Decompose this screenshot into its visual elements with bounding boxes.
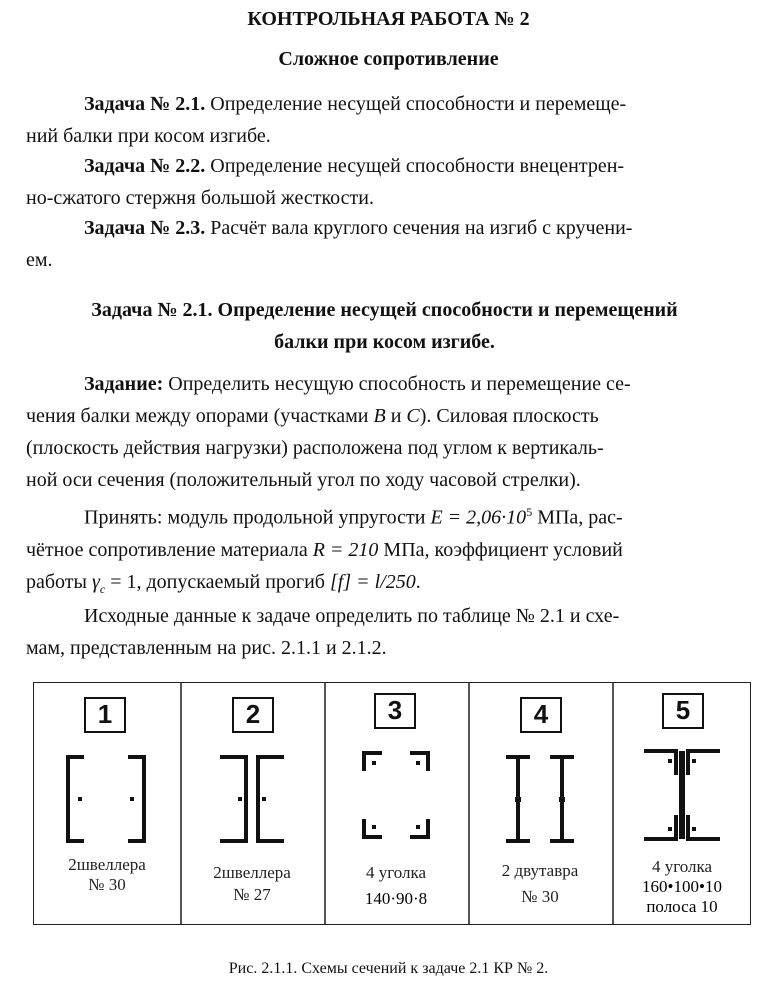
scheme-number: 2 [232,697,274,733]
accept-text: МПа, рас- [532,506,623,529]
accept-line: Принять: модуль продольной упругости [84,506,431,529]
scheme-number: 3 [374,693,416,729]
scheme-caption: № 27 [233,885,271,904]
support-b: B [373,405,386,427]
four-angles-with-plate-icon [642,749,722,841]
scheme-cell-4 [468,683,612,924]
gamma-symbol: γ [91,570,100,593]
section-schemes-figure [33,682,751,925]
scheme-caption: 4 уголка [651,857,713,876]
accept-text: , допускаемый прогиб [136,570,330,593]
scheme-cell-2 [180,683,324,924]
source-line: Исходные данные к задаче определить по таблице № 2.1 и схе- [84,605,620,627]
scheme-caption: 160•100•10 [642,877,722,896]
section-heading [26,294,743,358]
task-text-line: но-сжатого стержня большой жесткости. [26,187,374,209]
two-channels-back-to-back-icon [218,755,286,845]
scheme-caption: № 30 [521,887,559,906]
assignment-paragraph [26,368,743,496]
assignment-line: (плоскость действия нагрузки) расположена под углом к вертикаль- [26,437,604,459]
scheme-caption: № 30 [88,875,126,894]
section-heading-line: Задача № 2.1. Определение несущей способности и перемещений [91,299,678,321]
elastic-modulus: E = 2,06·10 [430,506,527,529]
task-text-line: Расчёт вала круглого сечения на изгиб с кручени- [205,217,633,239]
scheme-caption: 2швеллера [213,863,291,882]
task-2-3-summary [26,212,743,276]
assignment-text: и [385,405,407,427]
source-line: мам, представленным на рис. 2.1.1 и 2.1.2. [26,637,387,659]
task-2-2-summary [26,150,743,214]
section-heading-line: балки при косом изгибе. [274,331,495,353]
scheme-number: 1 [84,697,126,733]
scheme-number: 4 [520,697,562,733]
assignment-line: ной оси сечения (положительный угол по ходу часовой стрелки). [26,469,581,491]
figure-caption: Рис. 2.1.1. Схемы сечений к задаче 2.1 КР № 2. [228,960,549,977]
accept-line: чётное сопротивление материала [26,538,313,561]
assignment-label: Задание: [84,373,164,395]
source-paragraph [26,600,743,664]
scheme-caption: 2швеллера [68,855,146,874]
task-text-line: Определение несущей способности внецентрен- [205,155,625,177]
assignment-line: чения балки между опорами (участками [26,405,374,427]
two-i-beams-section-icon [502,755,578,845]
scheme-cell-5 [612,683,752,924]
task-2-1-summary [26,88,743,152]
task-label: Задача № 2.2. [84,155,206,177]
task-text-line: ний балки при косом изгибе. [26,125,271,147]
scheme-caption: полоса 10 [646,897,718,916]
design-resistance: R = 210 [312,538,379,561]
gamma-value: = 1 [105,570,137,593]
scheme-cell-1 [34,683,180,924]
accept-text: . [415,570,421,593]
scheme-cell-3 [324,683,468,924]
assignment-text: ). Силовая плоскость [419,405,599,427]
two-channels-section-icon [66,755,146,845]
page-title: КОНТРОЛЬНАЯ РАБОТА № 2 [247,8,530,30]
exponent: 5 [526,505,533,519]
task-text-line: Определение несущей способности и перемеще- [205,93,627,115]
four-angles-section-icon [362,751,430,841]
allowable-deflection: [f] = l/250 [329,570,416,593]
task-text-line: ем. [26,249,53,271]
scheme-caption: 140·90·8 [364,889,428,908]
accept-text: МПа, коэффициент условий [378,538,623,561]
accept-paragraph [26,496,743,605]
page-subtitle: Сложное сопротивление [278,48,499,70]
scheme-caption: 2 двутавра [501,861,579,880]
support-c: C [406,405,420,427]
scheme-caption: 4 уголка [365,863,427,882]
accept-line: работы [26,570,92,593]
task-label: Задача № 2.1. [84,93,206,115]
scheme-number: 5 [662,693,704,729]
task-label: Задача № 2.3. [84,217,206,239]
assignment-line: Определить несущую способность и перемещение се- [163,373,631,395]
gamma-subscript: c [99,581,106,596]
